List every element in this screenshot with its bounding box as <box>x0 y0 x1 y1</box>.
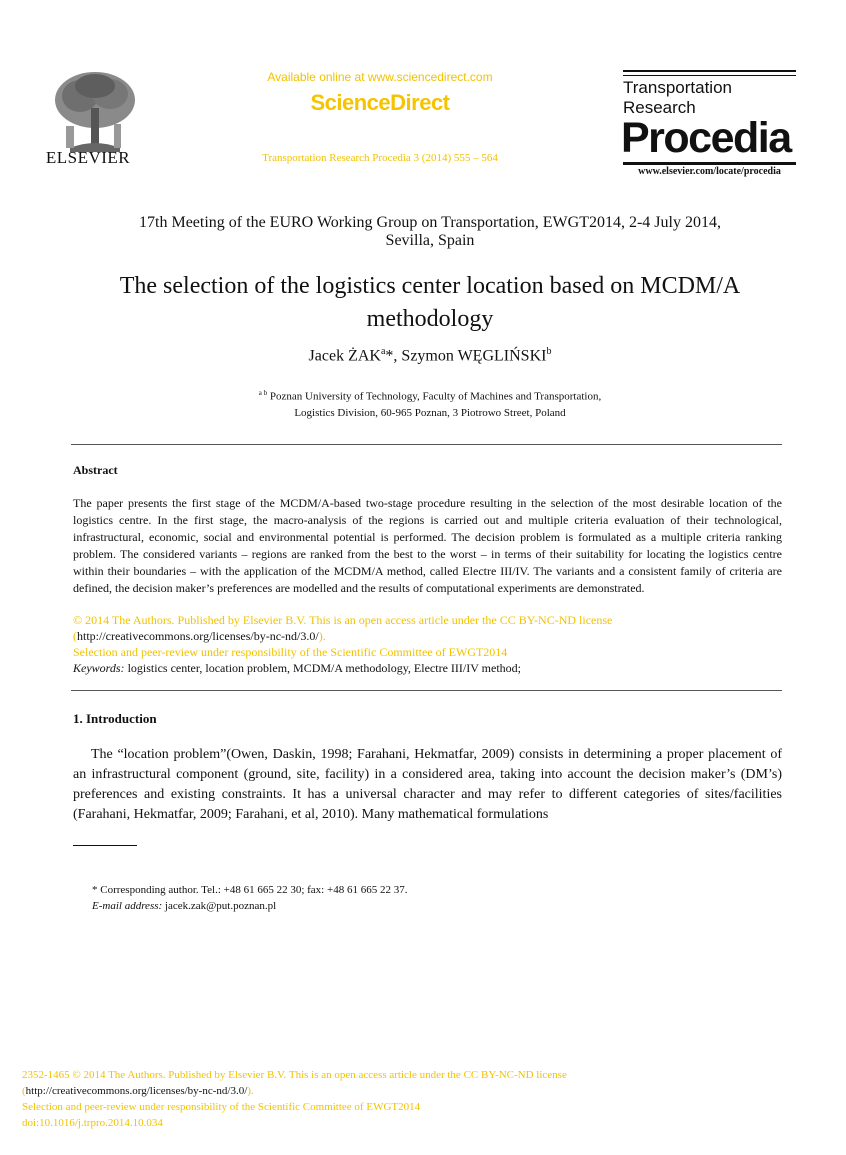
footnote-email <box>92 900 276 912</box>
divider-top <box>71 444 782 445</box>
journal-logo-line2: Research <box>623 98 696 117</box>
authors <box>60 346 800 365</box>
author2-affil-sup: b <box>546 346 552 357</box>
footer-peer-review: Selection and peer-review under responsibility of the Scientific Committee of EWGT2014 <box>22 1101 421 1113</box>
abstract-text: The paper presents the first stage of the MCDM/A-based two-stage procedure resulting in the selection of the most desirable location of the logistics centre. In the first stage, the macro-analysis of the regions is carried out and multiple criteria evaluation of their technological, infrastructural, economic, social and environmental potential is performed. The decision problem is formulated as a multiple criteria ranking problem. The considered variants – regions are ranked from the best to the worst – in terms of their suitability for locating the logistics centre within their boundaries – with the application of the MCDM/A method, called Electre III/IV. The variants and a consistent family of criteria are defined, the decision maker’s preferences are modelled and the results of computational experiments are demonstrated. <box>73 496 782 595</box>
email-label: E-mail address: <box>92 900 163 912</box>
author1-affil-sup: a <box>380 346 386 357</box>
abstract-license-line2 <box>73 628 782 644</box>
journal-url-link[interactable]: www.elsevier.com/locate/procedia <box>638 166 781 177</box>
introduction-heading: 1. Introduction <box>73 711 157 726</box>
conference-info <box>60 214 800 250</box>
paper-title-line2: methodology <box>366 306 494 332</box>
publisher-name: ELSEVIER <box>45 148 131 167</box>
abstract-license-line1: © 2014 The Authors. Published by Elsevier B.V. This is an open access article under the CC BY-NC-ND license <box>73 613 613 627</box>
affil-sup: a b <box>258 389 268 397</box>
footer-close-paren: ). <box>247 1085 254 1097</box>
paper-title <box>60 270 800 336</box>
keywords-list: logistics center, location problem, MCDM/A methodology, Electre III/IV method; <box>124 661 522 675</box>
journal-reference: Transportation Research Procedia 3 (2014) 555 – 564 <box>262 152 498 164</box>
paper-title-line1: The selection of the logistics center location based on MCDM/A <box>119 273 741 299</box>
affiliation <box>60 385 800 421</box>
footer-open-paren: ( <box>22 1085 26 1097</box>
footer-issn-license: 2352-1465 © 2014 The Authors. Published by Elsevier B.V. This is an open access article under the CC BY-NC-ND license <box>22 1069 567 1081</box>
introduction-text: The “location problem”(Owen, Daskin, 1998; Farahani, Hekmatfar, 2009) consists in determining a proper placement of an infrastructural component (ground, site, facility) in a considered area, taking into account the decision maker’s (DM’s) preferences and existing constraints. It has a universal character and may refer to different categories of sites/facilities (Farahani, Hekmatfar, 2009; Farahani, et al, 2010). Many mathematical formulations <box>73 747 782 822</box>
journal-logo <box>623 70 796 182</box>
journal-logo-line3: Procedia <box>621 114 791 162</box>
keywords <box>73 661 782 676</box>
journal-logo-line1: Transportation <box>623 78 732 97</box>
available-online-link[interactable]: Available online at www.sciencedirect.com <box>267 70 493 84</box>
license-link[interactable]: http://creativecommons.org/licenses/by-nc-nd/3.0/ <box>77 629 319 643</box>
license-open-paren: ( <box>73 629 77 643</box>
abstract-license-line3: Selection and peer-review under responsibility of the Scientific Committee of EWGT2014 <box>73 645 508 659</box>
affil-line1: Poznan University of Technology, Faculty of Machines and Transportation, <box>269 390 602 403</box>
footer-license-url <box>22 1083 254 1099</box>
license-close-paren: ). <box>318 629 326 643</box>
footnote-corresponding: * Corresponding author. Tel.: +48 61 665 22 30; fax: +48 61 665 22 37. <box>92 884 408 896</box>
divider-bottom <box>71 690 782 691</box>
sciencedirect-brand: ScienceDirect <box>310 90 450 115</box>
footer-doi[interactable]: doi:10.1016/j.trpro.2014.10.034 <box>22 1117 163 1129</box>
footer-license-link[interactable]: http://creativecommons.org/licenses/by-nc-nd/3.0/ <box>25 1085 248 1097</box>
footnote-rule <box>73 845 137 846</box>
conference-line1: 17th Meeting of the EURO Working Group on Transportation, EWGT2014, 2-4 July 2014, <box>139 214 721 231</box>
affil-line2: Logistics Division, 60-965 Poznan, 3 Piotrowo Street, Poland <box>294 406 566 419</box>
keywords-label: Keywords: <box>73 661 125 675</box>
email-address[interactable]: jacek.zak@put.poznan.pl <box>162 900 277 912</box>
conference-line2: Sevilla, Spain <box>385 232 475 249</box>
author1-name: Jacek ŻAK <box>308 347 381 365</box>
abstract-heading: Abstract <box>73 463 118 477</box>
author2-name: *, Szymon WĘGLIŃSKI <box>385 347 547 365</box>
